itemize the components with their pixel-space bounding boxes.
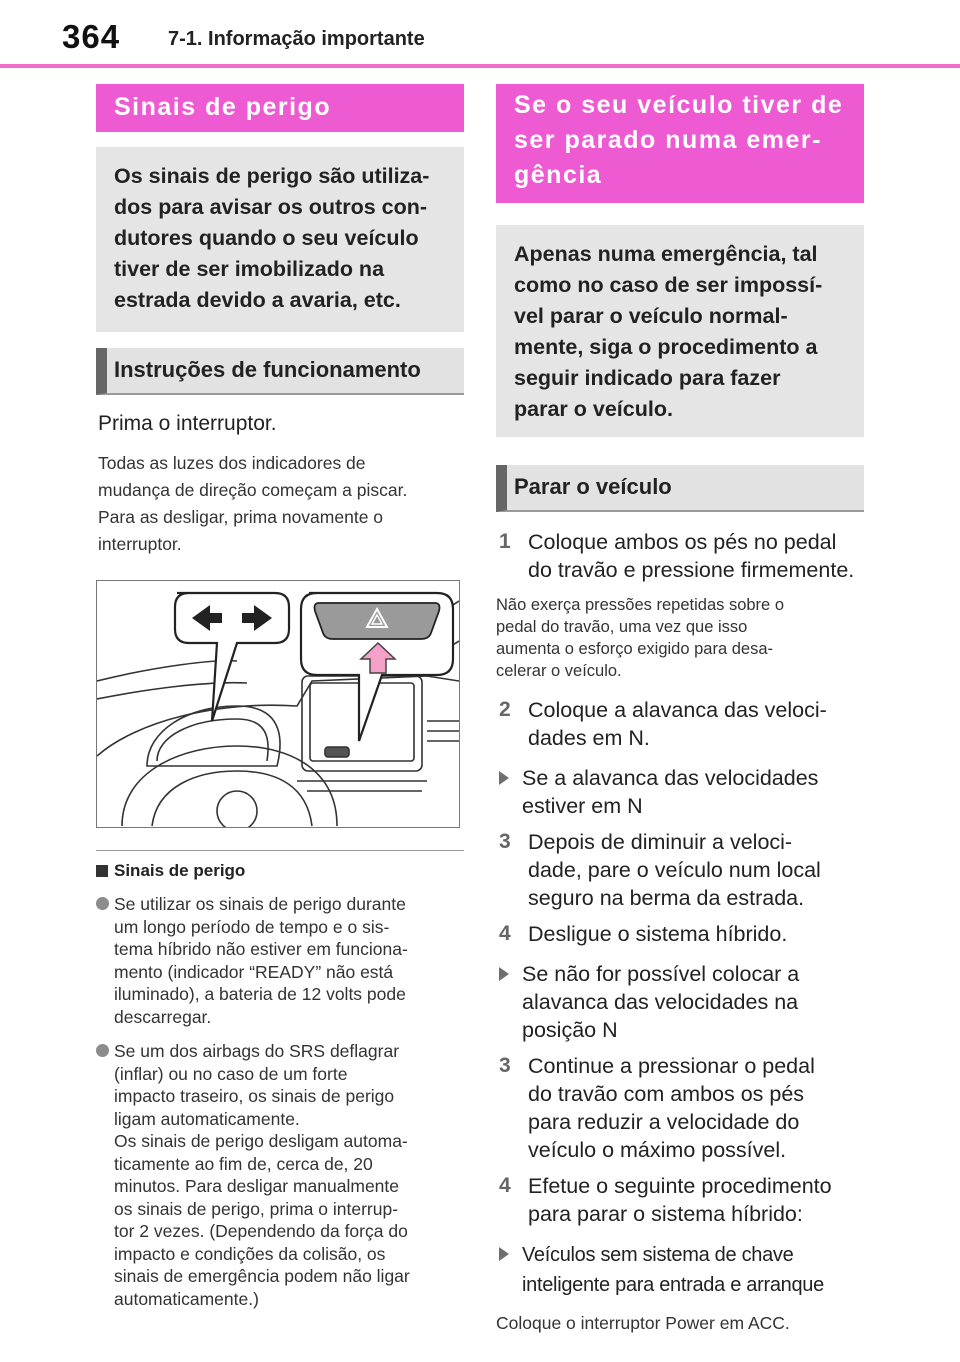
header-divider (0, 64, 960, 68)
heading-emergency-stop (496, 84, 864, 203)
case-line: alavanca das velocidades na (522, 990, 799, 1014)
heading-line: gência (514, 161, 603, 189)
intro-line: parar o veículo. (514, 397, 673, 421)
step-line: seguro na berma da estrada. (528, 886, 805, 910)
intro-line: dos para avisar os outros con- (114, 195, 428, 219)
note-line: sinais de emergência podem não ligar (114, 1266, 410, 1286)
step-number: 3 (499, 1054, 511, 1077)
intro-line: Apenas numa emergência, tal (514, 242, 818, 266)
step-2 (496, 696, 864, 752)
step-line: Coloque a alavanca das veloci- (528, 698, 827, 722)
step-line: dade, pare o veículo num local (528, 858, 821, 882)
step-number: 4 (499, 922, 511, 945)
note-line: iluminado), a bateria de 12 volts pode (114, 984, 406, 1004)
step-line: para reduzir a velocidade do (528, 1110, 800, 1134)
case-line: Se a alavanca das velocidades (522, 766, 819, 790)
step-1-note (496, 594, 864, 682)
heading-line: ser parado numa emer- (514, 126, 822, 154)
note-line: um longo período de tempo e o sis- (114, 916, 390, 937)
note-line: tor 2 vezes. (Dependendo da força do (114, 1221, 408, 1241)
step-line: do travão e pressione firmemente. (528, 558, 855, 582)
case-line: Veículos sem sistema de chave (522, 1244, 794, 1266)
note-item (96, 1040, 464, 1310)
detail-line: Todas as luzes dos indicadores de (98, 453, 366, 473)
note-line: Se um dos airbags do SRS deflagrar (114, 1041, 400, 1061)
note-line: Não exerça pressões repetidas sobre o (496, 596, 784, 614)
note-line: Se utilizar os sinais de perigo durante (114, 894, 406, 914)
heading-line: Se o seu veículo tiver de (514, 91, 844, 119)
notes-heading-text: Sinais de perigo (114, 861, 246, 880)
step-4a (496, 920, 864, 948)
note-line: (inflar) ou no caso de um forte (114, 1063, 348, 1084)
note-line: ligam automaticamente. (114, 1108, 300, 1129)
circle-bullet-icon (96, 1044, 114, 1056)
step-line: Coloque ambos os pés no pedal (528, 530, 837, 554)
step-line: Depois de diminuir a veloci- (528, 830, 793, 854)
dashboard-svg (97, 581, 459, 827)
dashboard-illustration (96, 580, 460, 828)
note-line: Os sinais de perigo desligam automa- (114, 1131, 408, 1151)
instruction-detail (96, 450, 464, 558)
circle-bullet-icon (96, 897, 114, 909)
case-not-neutral (496, 960, 864, 1044)
note-item (96, 893, 464, 1028)
step-3a (496, 828, 864, 912)
note-line: impacto e condições da colisão, os (114, 1243, 386, 1264)
section-title: 7-1. Informação importante (168, 28, 425, 50)
page-header (0, 0, 960, 70)
intro-line: estrada devido a avaria, etc. (114, 288, 401, 312)
note-line: descarregar. (114, 1006, 212, 1027)
notes-heading (96, 861, 464, 881)
note-line: tema híbrido não estiver em funciona- (114, 939, 408, 959)
note-line: os sinais de perigo, prima o interrup- (114, 1198, 399, 1219)
intro-line: mente, siga o procedimento a (514, 335, 818, 359)
note-line: minutos. Para desligar manualmente (114, 1176, 400, 1196)
step-line: do travão com ambos os pés (528, 1082, 805, 1106)
intro-line: como no caso de ser impossí- (514, 273, 823, 297)
intro-box-emergency (496, 225, 864, 437)
step-line: para parar o sistema híbrido: (528, 1202, 803, 1226)
intro-line: Os sinais de perigo são utiliza- (114, 164, 430, 188)
step-4b (496, 1172, 864, 1228)
case-keyless (496, 1240, 864, 1300)
heading-hazard-lights: Sinais de perigo (96, 84, 464, 132)
square-bullet-icon (96, 865, 108, 877)
step-number: 3 (499, 830, 511, 853)
step-number: 1 (499, 530, 511, 553)
page-number: 364 (62, 18, 121, 55)
heading-operating-instructions: Instruções de funcionamento (96, 348, 464, 395)
note-line: celerar o veículo. (496, 662, 622, 680)
right-column (496, 84, 864, 1337)
case-line: estiver em N (522, 794, 643, 818)
case-line: inteligente para entrada e arranque (522, 1274, 824, 1296)
note-line: pedal do travão, uma vez que isso (496, 618, 748, 636)
case-line: Se não for possível colocar a (522, 962, 800, 986)
intro-line: tiver de ser imobilizado na (114, 257, 385, 281)
step-number: 4 (499, 1174, 511, 1197)
note-line: automaticamente.) (114, 1288, 259, 1309)
heading-stopping-vehicle: Parar o veículo (496, 465, 864, 512)
note-line: mento (indicador “READY” não está (114, 961, 394, 982)
step-line: Efetue o seguinte procedimento (528, 1174, 832, 1198)
intro-line: dutores quando o seu veículo (114, 226, 419, 250)
step-3b (496, 1052, 864, 1164)
final-instruction: Coloque o interruptor Power em ACC. (496, 1313, 790, 1333)
step-number: 2 (499, 698, 511, 721)
triangle-bullet-icon (496, 1240, 522, 1300)
case-in-neutral (496, 764, 864, 820)
step-line: dades em N. (528, 726, 650, 750)
detail-line: interruptor. (98, 534, 182, 554)
note-line: ticamente ao fim de, cerca de, 20 (114, 1153, 373, 1174)
notes-divider (96, 850, 464, 851)
intro-box-hazard (96, 147, 464, 332)
intro-line: vel parar o veículo normal- (514, 304, 788, 328)
step-line: veículo o máximo possível. (528, 1138, 787, 1162)
step-1 (496, 528, 864, 584)
left-column (96, 84, 464, 1310)
detail-line: Para as desligar, prima novamente o (98, 507, 384, 527)
step-line: Desligue o sistema híbrido. (528, 922, 788, 946)
intro-line: seguir indicado para fazer (514, 366, 781, 390)
detail-line: mudança de direção começam a piscar. (98, 480, 408, 500)
case-line: posição N (522, 1018, 618, 1042)
instruction-text: Prima o interruptor. (98, 412, 277, 435)
step-line: Continue a pressionar o pedal (528, 1054, 815, 1078)
note-line: aumenta o esforço exigido para desa- (496, 640, 774, 658)
note-line: impacto traseiro, os sinais de perigo (114, 1086, 395, 1106)
triangle-bullet-icon (496, 960, 522, 1044)
triangle-bullet-icon (496, 764, 522, 820)
